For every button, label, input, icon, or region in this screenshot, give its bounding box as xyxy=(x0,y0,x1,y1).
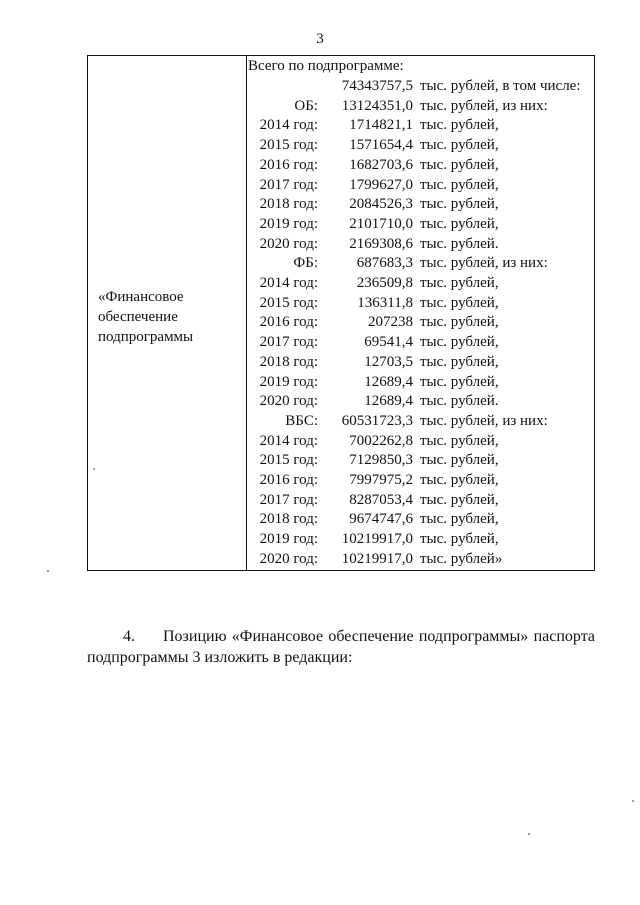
row-label: 2020 год: xyxy=(259,393,318,410)
scan-speck xyxy=(47,570,49,572)
row-label: 2016 год: xyxy=(259,314,318,331)
row-value: 1714821,1 xyxy=(349,117,413,134)
row-value: 687683,3 xyxy=(356,255,413,272)
row-value: 13124351,0 xyxy=(341,97,413,114)
row-value: 8287053,4 xyxy=(349,491,413,508)
position-label-line: «Финансовое xyxy=(98,289,184,305)
financing-table xyxy=(87,55,595,571)
row-unit: тыс. рублей, xyxy=(420,334,499,351)
row-label: 2018 год: xyxy=(259,511,318,528)
row-label: 2015 год: xyxy=(259,294,318,311)
row-value: 12689,4 xyxy=(364,373,413,390)
row-label: 2016 год: xyxy=(259,472,318,488)
row-label: 2017 год: xyxy=(259,491,318,508)
total-title: Всего по подпрограмме: xyxy=(248,58,404,74)
row-unit: тыс. рублей, xyxy=(420,373,499,390)
scan-speck xyxy=(528,833,530,835)
row-label: 2016 год: xyxy=(259,156,318,173)
row-value: 7002262,8 xyxy=(349,432,413,449)
row-unit: тыс. рублей. xyxy=(420,393,499,410)
row-label: 2020 год: xyxy=(259,550,318,567)
position-label-line: подпрограммы xyxy=(98,329,194,345)
row-unit: тыс. рублей, из них: xyxy=(420,97,548,114)
row-unit: тыс. рублей. xyxy=(420,235,499,252)
row-unit: тыс. рублей» xyxy=(420,550,503,567)
row-label: 2014 год: xyxy=(259,117,318,134)
row-unit: тыс. рублей, из них: xyxy=(420,255,548,272)
row-value: 74343757,5 xyxy=(341,78,413,94)
row-label: 2017 год: xyxy=(259,334,318,351)
column-divider xyxy=(246,56,247,570)
row-value: 12703,5 xyxy=(364,353,413,370)
paragraph-number: 4. xyxy=(123,628,135,645)
row-label: 2018 год: xyxy=(259,353,318,370)
paragraph-line: Позицию «Финансовое обеспечение подпрограммы» паспорта xyxy=(163,628,595,645)
row-value: 207238 xyxy=(368,314,413,331)
row-label: ФБ: xyxy=(293,255,318,272)
row-unit: тыс. рублей, xyxy=(420,491,499,508)
row-label: 2019 год: xyxy=(259,373,318,390)
row-unit: тыс. рублей, xyxy=(420,117,499,134)
row-unit: тыс. рублей, xyxy=(420,511,499,528)
row-unit: тыс. рублей, из них: xyxy=(420,412,548,429)
row-value: 10219917,0 xyxy=(341,531,413,548)
row-value: 2101710,0 xyxy=(349,215,413,232)
row-value: 12689,4 xyxy=(364,393,413,410)
row-unit: тыс. рублей, xyxy=(420,215,499,232)
row-value: 69541,4 xyxy=(364,334,413,351)
position-label-cell xyxy=(98,287,244,347)
row-value: 2084526,3 xyxy=(349,196,413,213)
row-value: 1682703,6 xyxy=(349,156,413,173)
row-value: 60531723,3 xyxy=(341,412,413,429)
row-unit: тыс. рублей, xyxy=(420,294,499,311)
row-label: 2015 год: xyxy=(259,452,318,469)
position-label-line: обеспечение xyxy=(98,309,178,325)
row-value: 10219917,0 xyxy=(341,550,413,567)
row-label: 2018 год: xyxy=(259,196,318,213)
scan-speck xyxy=(632,800,634,802)
row-value: 136311,8 xyxy=(357,294,413,311)
row-unit: тыс. рублей, xyxy=(420,353,499,370)
row-value: 1571654,4 xyxy=(349,137,413,154)
row-unit: тыс. рублей, xyxy=(420,196,499,213)
row-value: 1799627,0 xyxy=(349,176,413,193)
row-unit: тыс. рублей, xyxy=(420,137,499,154)
row-label: 2020 год: xyxy=(259,235,318,252)
row-value: 7129850,3 xyxy=(349,452,413,469)
row-label: 2015 год: xyxy=(259,137,318,154)
row-label: 2017 год: xyxy=(259,176,318,193)
row-label: ОБ: xyxy=(294,97,318,114)
row-unit: тыс. рублей, xyxy=(420,531,499,548)
row-unit: тыс. рублей, xyxy=(420,314,499,331)
row-unit: тыс. рублей, xyxy=(420,452,499,469)
row-unit: тыс. рублей, xyxy=(420,432,499,449)
row-value: 236509,8 xyxy=(356,275,413,291)
row-label: 2014 год: xyxy=(259,432,318,449)
row-label: 2014 год: xyxy=(259,275,318,291)
row-value: 9674747,6 xyxy=(349,511,413,528)
page-number: 3 xyxy=(316,31,324,47)
row-value: 7997975,2 xyxy=(349,472,413,488)
paragraph-line: подпрограммы 3 изложить в редакции: xyxy=(87,649,353,666)
scan-speck xyxy=(93,468,95,470)
row-label: 2019 год: xyxy=(259,531,318,548)
row-unit: тыс. рублей, xyxy=(420,275,499,291)
row-label: 2019 год: xyxy=(259,215,318,232)
row-value: 2169308,6 xyxy=(349,235,413,252)
row-unit: тыс. рублей, xyxy=(420,176,499,193)
row-unit: тыс. рублей, xyxy=(420,156,499,173)
row-unit: тыс. рублей, xyxy=(420,472,499,488)
row-label: ВБС: xyxy=(285,412,318,429)
instruction-paragraph xyxy=(87,626,595,668)
row-unit: тыс. рублей, в том числе: xyxy=(420,78,581,94)
